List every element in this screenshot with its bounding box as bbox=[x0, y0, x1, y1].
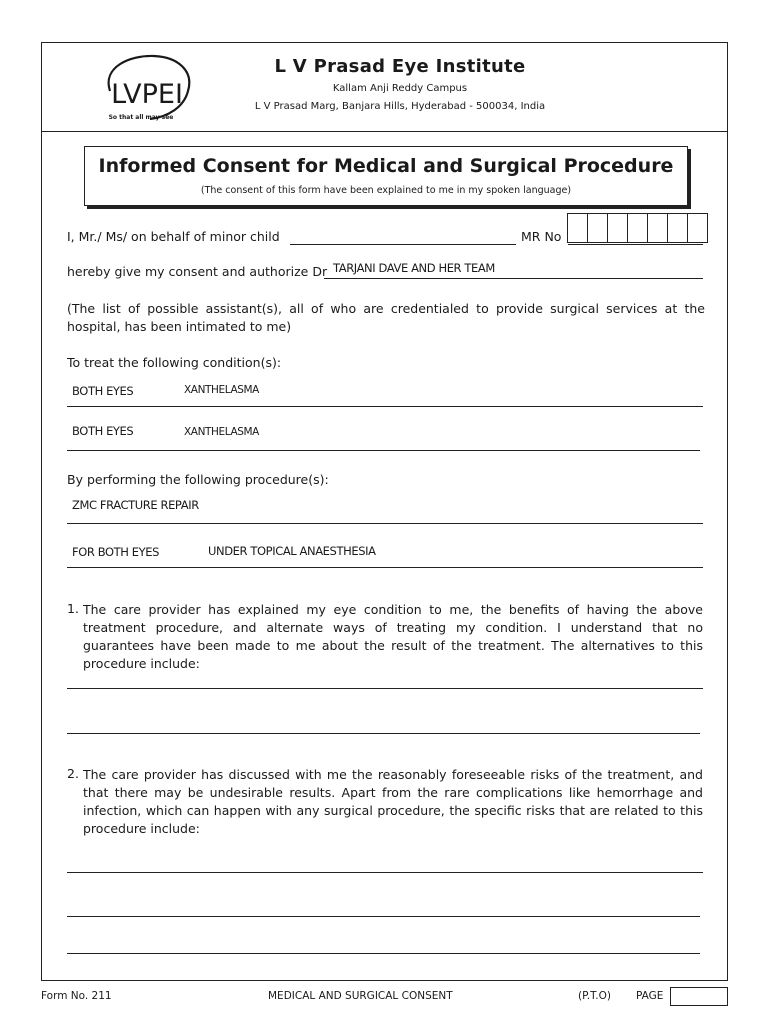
pto-label: (P.T.O) bbox=[578, 990, 611, 1002]
procedure-line-2[interactable] bbox=[67, 567, 703, 568]
procedure-line-1[interactable] bbox=[67, 523, 703, 524]
institute-name: L V Prasad Eye Institute bbox=[274, 56, 526, 77]
header-divider bbox=[41, 131, 728, 132]
mr-number-label: MR No bbox=[521, 229, 562, 244]
risks-line-1[interactable] bbox=[67, 872, 703, 873]
form-title: Informed Consent for Medical and Surgical Procedure bbox=[98, 155, 674, 177]
condition-value-2: XANTHELASMA bbox=[184, 426, 259, 438]
alternatives-line-1[interactable] bbox=[67, 688, 703, 689]
condition-value-1: XANTHELASMA bbox=[184, 384, 259, 396]
credential-note: (The list of possible assistant(s), all of who are credentialed to provide surgical services at the hospital, has been intimated to me) bbox=[67, 301, 705, 334]
mr-digit-box[interactable] bbox=[687, 213, 708, 243]
condition-line-2[interactable] bbox=[67, 450, 700, 451]
mr-digit-box[interactable] bbox=[607, 213, 628, 243]
conditions-label: To treat the following condition(s): bbox=[67, 355, 282, 370]
procedure-detail-2: UNDER TOPICAL ANAESTHESIA bbox=[208, 544, 376, 558]
item-2-number: 2. bbox=[67, 766, 79, 781]
mr-digit-box[interactable] bbox=[667, 213, 688, 243]
lvpei-logo bbox=[98, 53, 198, 123]
condition-eye-1: BOTH EYES bbox=[72, 384, 134, 398]
institute-address: L V Prasad Marg, Banjara Hills, Hyderabad - 500034, India bbox=[254, 101, 546, 112]
mr-number-underline bbox=[568, 244, 703, 245]
logo-tagline: So that all may see bbox=[108, 114, 174, 121]
form-number: Form No. 211 bbox=[41, 990, 112, 1002]
item-1-text: The care provider has explained my eye condition to me, the benefits of having the above treatment procedure, and alternate ways of treating my condition. I understand that no guarantees have been made to me about the result of the treatment. The alternatives to this procedure include: bbox=[83, 602, 703, 671]
page-label: PAGE bbox=[636, 990, 664, 1002]
mr-digit-box[interactable] bbox=[587, 213, 608, 243]
mr-digit-box[interactable] bbox=[647, 213, 668, 243]
form-name: MEDICAL AND SURGICAL CONSENT bbox=[268, 990, 453, 1002]
patient-name-field[interactable] bbox=[290, 244, 516, 245]
alternatives-line-2[interactable] bbox=[67, 733, 700, 734]
risks-line-2[interactable] bbox=[67, 916, 700, 917]
procedure-value-1: ZMC FRACTURE REPAIR bbox=[72, 498, 199, 512]
authorize-label: hereby give my consent and authorize Dr bbox=[67, 264, 328, 279]
mr-digit-box[interactable] bbox=[627, 213, 648, 243]
procedures-label: By performing the following procedure(s): bbox=[67, 472, 329, 487]
form-subtitle: (The consent of this form have been explained to me in my spoken language) bbox=[200, 185, 572, 196]
risks-line-3[interactable] bbox=[67, 953, 700, 954]
item-2-text: The care provider has discussed with me the reasonably foreseeable risks of the treatment, and that there may be undesirable results. Apart from the rare complications like hemorrhage and infection, which can happen with any surgical procedure, the specific risks that are related to this procedure include: bbox=[83, 767, 703, 836]
procedure-eye-2: FOR BOTH EYES bbox=[72, 545, 160, 559]
doctor-name-field[interactable] bbox=[324, 278, 703, 279]
condition-eye-2: BOTH EYES bbox=[72, 424, 134, 438]
campus-name: Kallam Anji Reddy Campus bbox=[332, 83, 468, 94]
item-1-number: 1. bbox=[67, 601, 79, 616]
doctor-name-value: TARJANI DAVE AND HER TEAM bbox=[333, 261, 495, 275]
mr-digit-box[interactable] bbox=[567, 213, 588, 243]
condition-line-1[interactable] bbox=[67, 406, 703, 407]
page-number-box[interactable] bbox=[670, 987, 728, 1006]
patient-line-label: I, Mr./ Ms/ on behalf of minor child bbox=[67, 229, 280, 244]
consent-title-box bbox=[84, 146, 688, 206]
logo-text: LVPEI bbox=[111, 79, 183, 110]
mr-number-boxes[interactable] bbox=[568, 213, 708, 243]
